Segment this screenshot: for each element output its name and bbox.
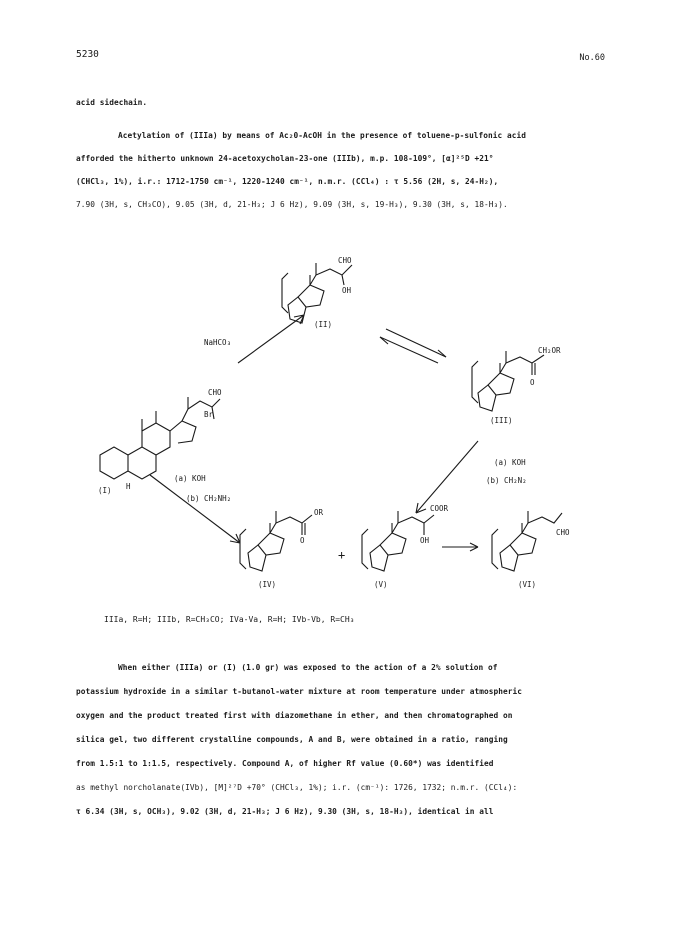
arrow-ii-iii-equilibrium-bottom	[380, 337, 438, 363]
arrow-i-to-iv	[150, 475, 240, 543]
compound-vi-structure	[492, 511, 562, 571]
paragraph-1-line-3: afforded the hitherto unknown 24-acetoxycholan-23-one (IIIb), m.p. 108-109°, [α]²⁵D +21°	[76, 154, 494, 163]
group-coor-v: COOR	[430, 504, 449, 513]
group-or-iv: OR	[314, 508, 324, 517]
compound-vi-label: (VI)	[518, 580, 537, 589]
group-oh-v: OH	[420, 536, 430, 545]
group-br-i: Br	[204, 410, 214, 419]
paragraph-1-line-2: Acetylation of (IIIa) by means of Ac₂0-AcOH in the presence of toluene-p-sulfonic acid	[118, 131, 526, 140]
group-cho-i: CHO	[208, 388, 222, 397]
reaction-scheme	[80, 245, 620, 605]
paragraph-2-line-1: When either (IIIa) or (I) (1.0 gr) was exposed to the action of a 2% solution of	[118, 663, 498, 672]
arrow-i-to-ii	[238, 315, 304, 363]
page-number: 5230	[76, 49, 99, 60]
paragraph-1-line-1: acid sidechain.	[76, 98, 148, 107]
group-ch2or-iii: CH₂OR	[538, 346, 561, 355]
group-o-iii: O	[530, 378, 535, 387]
compound-iii-label: (III)	[490, 416, 513, 425]
reagent-ch2nh2-left: (b) CH₂NH₂	[186, 494, 232, 503]
scheme-caption: IIIa, R=H; IIIb, R=CH₃CO; IVa-Va, R=H; IVb-Vb, R=CH₃	[104, 615, 355, 624]
paragraph-1-line-4: (CHCl₃, 1%), i.r.: 1712-1750 cm⁻¹, 1220-1240 cm⁻¹, n.m.r. (CCl₄) : τ 5.56 (2H, s, 24-H₂),	[76, 177, 499, 186]
reagent-ch2n2-right: (b) CH₂N₂	[486, 476, 527, 485]
compound-ii-label: (II)	[314, 320, 333, 329]
group-o-iv: O	[300, 536, 305, 545]
group-cho-vi: CHO	[556, 528, 570, 537]
reagent-koh-right: (a) KOH	[494, 458, 526, 467]
reagent-koh-left: (a) KOH	[174, 474, 206, 483]
paragraph-2-line-7: τ 6.34 (3H, s, OCH₃), 9.02 (3H, d, 21-H₃; J 6 Hz), 9.30 (3H, s, 18-H₃), identical in all	[76, 807, 494, 816]
group-cho-ii: CHO	[338, 256, 352, 265]
group-h-i: H	[126, 482, 131, 491]
paragraph-2-line-6: as methyl norcholanate(IVb), [M]²⁷D +70° (CHCl₃, 1%); i.r. (cm⁻¹): 1726, 1732; n.m.r. (CCl₄):	[76, 783, 518, 792]
compound-i-structure	[100, 397, 220, 479]
paragraph-2-line-4: silica gel, two different crystalline compounds, A and B, were obtained in a ratio, ranging	[76, 735, 508, 744]
paragraph-2-line-5: from 1.5:1 to 1:1.5, respectively. Compound A, of higher Rf value (0.60*) was identified	[76, 759, 494, 768]
journal-number: No.60	[579, 53, 605, 63]
compound-i-label: (I)	[98, 486, 112, 495]
group-oh-ii: OH	[342, 286, 352, 295]
reagent-nahco3: NaHCO₃	[204, 338, 232, 347]
paragraph-2-line-3: oxygen and the product treated first with diazomethane in ether, and then chromatographed on	[76, 711, 513, 720]
paragraph-1-line-5: 7.90 (3H, s, CH₃CO), 9.05 (3H, d, 21-H₃; J 6 Hz), 9.09 (3H, s, 19-H₃), 9.30 (3H, s, 18-H₃).	[76, 200, 508, 209]
compound-iv-label: (IV)	[258, 580, 277, 589]
arrow-iii-to-v	[416, 441, 478, 513]
compound-v-label: (V)	[374, 580, 388, 589]
plus-sign: +	[338, 548, 346, 562]
paragraph-2-line-2: potassium hydroxide in a similar t-butanol-water mixture at room temperature under atmospheric	[76, 687, 522, 696]
